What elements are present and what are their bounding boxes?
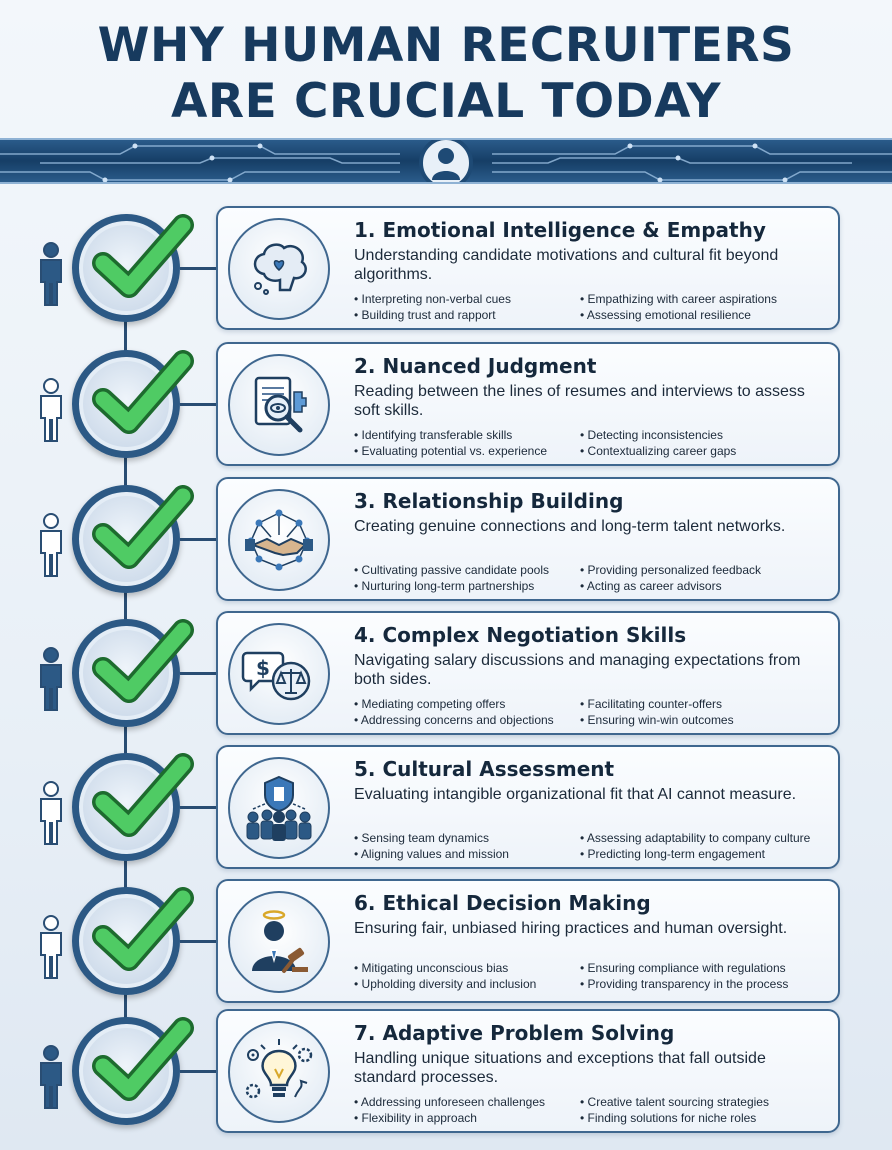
checkmark-icon: [85, 878, 195, 978]
brain-heart-icon: [244, 234, 314, 304]
reason-card: [216, 342, 840, 466]
bullet-item: • Facilitating counter-offers: [580, 697, 840, 712]
reason-card: [216, 879, 840, 1003]
bullet-item: • Contextualizing career gaps: [580, 444, 840, 459]
bullet-item: • Assessing adaptability to company culture: [580, 831, 840, 846]
list-item-5: [0, 745, 892, 869]
svg-text:$: $: [256, 656, 270, 680]
list-item-6: [0, 879, 892, 1003]
person-icon: [36, 513, 66, 577]
reason-description: Navigating salary discussions and managing expectations from both sides.: [354, 652, 801, 688]
reason-bullets: [354, 428, 840, 459]
checkmark-badge: [72, 753, 180, 861]
bullet-item: • Addressing concerns and objections: [354, 713, 580, 728]
person-icon: [36, 647, 66, 711]
checkmark-icon: [85, 341, 195, 441]
bullet-item: • Predicting long-term engagement: [580, 847, 840, 862]
reason-title: 2. Nuanced Judgment: [354, 354, 597, 378]
row-connector: [180, 806, 216, 809]
reason-title: 4. Complex Negotiation Skills: [354, 623, 687, 647]
bullet-item: • Empathizing with career aspirations: [580, 292, 840, 307]
bullet-item: • Creative talent sourcing strategies: [580, 1095, 840, 1110]
circuit-banner: [0, 138, 892, 184]
reason-card: [216, 745, 840, 869]
bullet-item: • Building trust and rapport: [354, 308, 580, 323]
reason-bullets: [354, 697, 840, 728]
reason-description: Reading between the lines of resumes and interviews to assess soft skills.: [354, 383, 805, 419]
team-culture-icon: [239, 773, 319, 843]
reason-bullets: [354, 563, 840, 594]
reason-card: [216, 477, 840, 601]
list-item-2: [0, 342, 892, 466]
row-connector: [180, 672, 216, 675]
reason-description: Ensuring fair, unbiased hiring practices and human oversight.: [354, 920, 788, 937]
bullet-item: • Ensuring win-win outcomes: [580, 713, 840, 728]
reason-description: Understanding candidate motivations and cultural fit beyond algorithms.: [354, 247, 779, 283]
checkmark-badge: [72, 887, 180, 995]
bullet-item: • Providing transparency in the process: [580, 977, 840, 992]
reason-bullets: [354, 961, 840, 992]
bullet-item: • Acting as career advisors: [580, 579, 840, 594]
person-icon: [36, 378, 66, 442]
bullet-item: • Cultivating passive candidate pools: [354, 563, 580, 578]
row-connector: [180, 403, 216, 406]
checkmark-badge: [72, 1017, 180, 1125]
bullet-item: • Detecting inconsistencies: [580, 428, 840, 443]
bullet-item: • Assessing emotional resilience: [580, 308, 840, 323]
checkmark-badge: [72, 485, 180, 593]
lightbulb-gears-icon: [241, 1037, 317, 1107]
reason-title: 5. Cultural Assessment: [354, 757, 615, 781]
reason-bullets: [354, 831, 840, 862]
list-item-1: [0, 206, 892, 330]
list-item-4: [0, 611, 892, 735]
reason-title: 3. Relationship Building: [354, 489, 624, 513]
reason-title: 1. Emotional Intelligence & Empathy: [354, 218, 766, 242]
bullet-item: • Nurturing long-term partnerships: [354, 579, 580, 594]
bullet-item: • Evaluating potential vs. experience: [354, 444, 580, 459]
bullet-item: • Flexibility in approach: [354, 1111, 580, 1126]
list-item-7: [0, 1009, 892, 1133]
avatar: [419, 138, 473, 184]
handshake-network-icon: [241, 505, 317, 575]
bullet-item: • Finding solutions for niche roles: [580, 1111, 840, 1126]
person-icon: [36, 781, 66, 845]
row-connector: [180, 1070, 216, 1073]
row-connector: [180, 538, 216, 541]
reason-icon-frame: [228, 891, 330, 993]
person-icon: [36, 1045, 66, 1109]
bullet-item: • Mitigating unconscious bias: [354, 961, 580, 976]
checkmark-icon: [85, 476, 195, 576]
negotiation-bubbles-icon: [241, 639, 317, 709]
page-title: [0, 18, 892, 130]
reason-icon-frame: [228, 489, 330, 591]
checkmark-badge: [72, 350, 180, 458]
reason-description: Handling unique situations and exceptions that fall outside standard processes.: [354, 1050, 766, 1086]
reason-card: [216, 206, 840, 330]
reason-title: 6. Ethical Decision Making: [354, 891, 651, 915]
bullet-item: • Upholding diversity and inclusion: [354, 977, 580, 992]
reason-title: 7. Adaptive Problem Solving: [354, 1021, 675, 1045]
bullet-item: • Sensing team dynamics: [354, 831, 580, 846]
row-connector: [180, 940, 216, 943]
bullet-item: • Identifying transferable skills: [354, 428, 580, 443]
checkmark-icon: [85, 610, 195, 710]
bullet-item: • Addressing unforeseen challenges: [354, 1095, 580, 1110]
reason-icon-frame: [228, 757, 330, 859]
reason-card: [216, 1009, 840, 1133]
title-line-2: ARE CRUCIAL TODAY: [171, 74, 721, 129]
reason-card: [216, 611, 840, 735]
checkmark-badge: [72, 214, 180, 322]
checkmark-icon: [85, 205, 195, 305]
user-silhouette-icon: [430, 146, 462, 180]
reason-bullets: [354, 292, 840, 323]
list-item-3: [0, 477, 892, 601]
title-line-1: WHY HUMAN RECRUITERS: [97, 18, 795, 73]
checkmark-icon: [85, 1008, 195, 1108]
row-connector: [180, 267, 216, 270]
reason-icon-frame: [228, 623, 330, 725]
bullet-item: • Providing personalized feedback: [580, 563, 840, 578]
reason-icon-frame: [228, 354, 330, 456]
reason-description: Evaluating intangible organizational fit that AI cannot measure.: [354, 786, 797, 803]
bullet-item: • Ensuring compliance with regulations: [580, 961, 840, 976]
reason-icon-frame: [228, 1021, 330, 1123]
bullet-item: • Interpreting non-verbal cues: [354, 292, 580, 307]
checkmark-badge: [72, 619, 180, 727]
bullet-item: • Mediating competing offers: [354, 697, 580, 712]
ethics-gavel-icon: [244, 907, 314, 977]
person-icon: [36, 242, 66, 306]
reason-bullets: [354, 1095, 840, 1126]
checkmark-icon: [85, 744, 195, 844]
resume-magnifier-icon: [244, 370, 314, 440]
person-icon: [36, 915, 66, 979]
reason-icon-frame: [228, 218, 330, 320]
reason-description: Creating genuine connections and long-term talent networks.: [354, 518, 786, 535]
bullet-item: • Aligning values and mission: [354, 847, 580, 862]
